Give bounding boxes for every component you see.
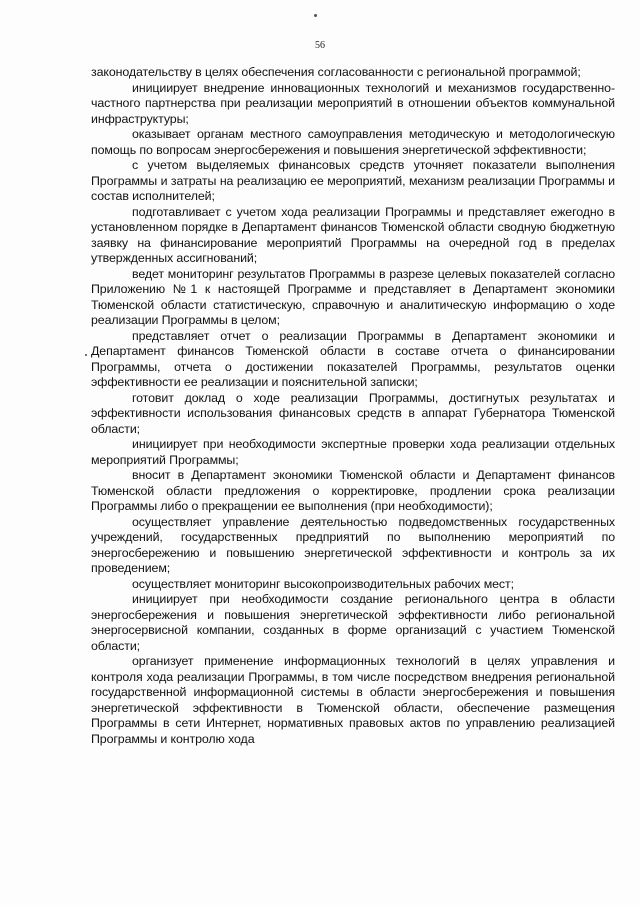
paragraph: инициирует при необходимости создание регионального центра в области энергосбережения и повышения энергетической эффективности либо региональной энергосервисной компании, созданных в форме организаций с участием Тюменской области; — [91, 592, 615, 653]
paragraph-continuation: законодательству в целях обеспечения согласованности с региональной программой; — [91, 65, 581, 79]
paragraph: инициирует при необходимости экспертные проверки хода реализации отдельных мероприятий Программы; — [91, 437, 615, 467]
paragraph: готовит доклад о ходе реализации Программы, достигнутых результатах и эффективности использования финансовых средств в аппарат Губернатора Тюменской области; — [91, 390, 615, 436]
paragraph: с учетом выделяемых финансовых средств уточняет показатели выполнения Программы и затраты на реализацию ее мероприятий, механизм реализации Программы и состав исполнителей; — [91, 158, 615, 203]
paragraph: оказывает органам местного самоуправления методическую и методологическую помощь по вопросам энергосбережения и повышения энергетической эффективности; — [91, 127, 615, 157]
document-body — [91, 65, 615, 747]
paragraph: вносит в Департамент экономики Тюменской области и Департамент финансов Тюменской области предложения о корректировке, продлении срока реализации Программы либо о прекращении ее выполнения (при необходимости); — [91, 468, 615, 513]
paragraph: организует применение информационных технологий в целях управления и контроля хода реализации Программы, в том числе посредством внедрения региональной государственной информационной системы в области энергосбережения и повышения энергетической эффективности в Тюменской области, обеспечение размещения Программы в сети Интернет, нормативных правовых актов по управлению реализацией Программы и контролю хода — [91, 654, 615, 746]
scan-artifact — [85, 354, 87, 356]
paragraph: ведет мониторинг результатов Программы в разрезе целевых показателей согласно Приложению №1 к настоящей Программе и представляет в Департамент экономики Тюменской области статистическую, справочную и аналитическую информацию о ходе реализации Программы в целом; — [91, 266, 615, 327]
scan-artifact — [314, 14, 317, 17]
paragraph: подготавливает с учетом хода реализации Программы и представляет ежегодно в установленном порядке в Департамент финансов Тюменской области сводную бюджетную заявку на финансирование мероприятий Программы на очередной год в пределах утвержденных ассигнований; — [91, 204, 615, 265]
paragraph: осуществляет управление деятельностью подведомственных государственных учреждений, государственных предприятий по выполнению мероприятий по энергосбережению и повышению энергетической эффективности и контроль за их проведением; — [91, 514, 615, 575]
page-number: 56 — [315, 40, 325, 51]
paragraph: инициирует внедрение инновационных технологий и механизмов государственно-частного партнерства при реализации мероприятий в отношении объектов коммунальной инфраструктуры; — [91, 80, 615, 126]
paragraph: представляет отчет о реализации Программы в Департамент экономики и Департамент финансов Тюменской области в составе отчета о финансировании Программы, отчета о достижении показателей Программы, результатов оценки эффективности ее реализации и пояснительной записки; — [91, 328, 615, 389]
paragraph: осуществляет мониторинг высокопроизводительных рабочих мест; — [132, 576, 514, 591]
